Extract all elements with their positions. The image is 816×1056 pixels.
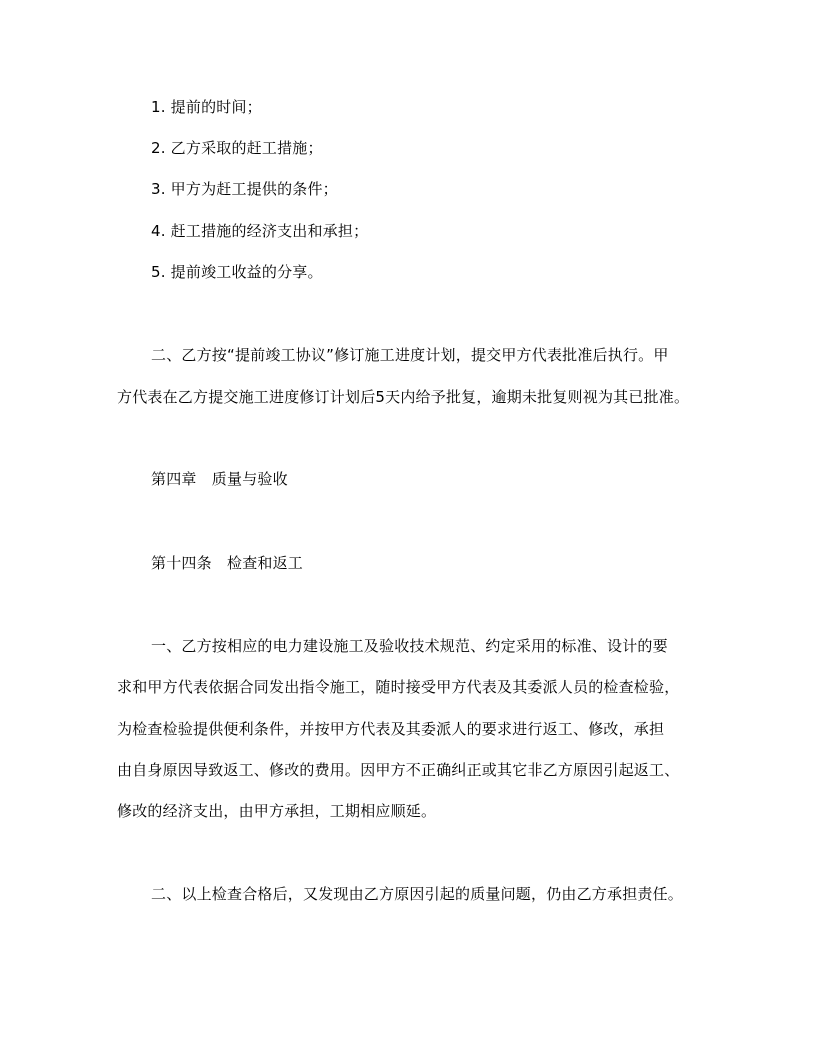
article-heading: 第十四条 检查和返工 <box>151 554 304 572</box>
paragraph-line: 由自身原因导致返工、修改的费用。因甲方不正确纠正或其它非乙方原因引起返工、 <box>117 761 680 779</box>
paragraph-line: 为检查检验提供便利条件，并按甲方代表及其委派人的要求进行返工、修改，承担 <box>117 720 665 738</box>
list-item: 2. 乙方采取的赶工措施； <box>151 139 323 157</box>
paragraph-line: 求和甲方代表依据合同发出指令施工，随时接受甲方代表及其委派人员的检查检验， <box>117 678 680 696</box>
paragraph-line: 二、以上检查合格后，又发现由乙方原因引起的质量问题，仍由乙方承担责任。 <box>151 885 684 903</box>
list-item: 3. 甲方为赶工提供的条件； <box>151 180 338 198</box>
paragraph-line: 一、乙方按相应的电力建设施工及验收技术规范、约定采用的标准、设计的要 <box>151 637 668 655</box>
chapter-heading: 第四章 质量与验收 <box>151 470 288 488</box>
list-item: 5. 提前竣工收益的分享。 <box>151 263 323 281</box>
list-item: 4. 赶工措施的经济支出和承担； <box>151 222 369 240</box>
list-item: 1. 提前的时间； <box>151 98 262 116</box>
paragraph-line: 修改的经济支出，由甲方承担，工期相应顺延。 <box>117 802 437 820</box>
paragraph-line: 方代表在乙方提交施工进度修订计划后5天内给予批复，逾期未批复则视为其已批准。 <box>117 388 690 406</box>
paragraph-line: 二、乙方按“提前竣工协议”修订施工进度计划，提交甲方代表批准后执行。甲 <box>151 346 669 364</box>
